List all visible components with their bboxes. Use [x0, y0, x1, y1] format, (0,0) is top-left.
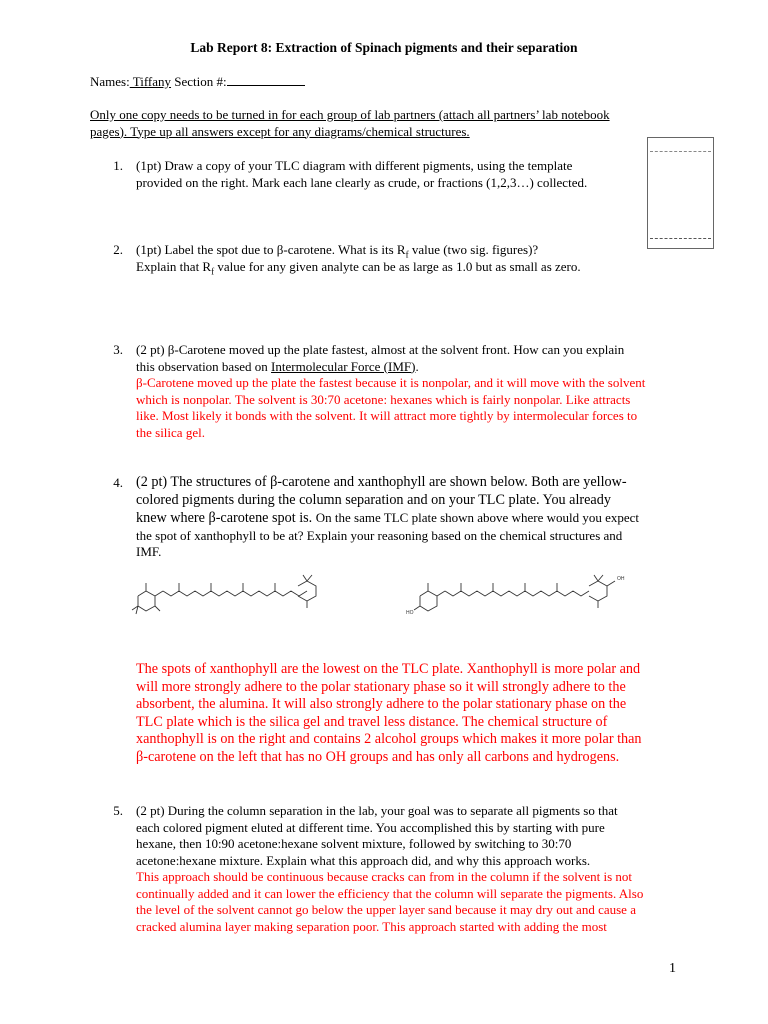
q5-line-3: hexane, then 10:90 acetone:hexane solvent mixture, followed by switching to 30:70	[136, 836, 572, 851]
q5-answer-line-4: cracked alumina layer making separation poor. This approach started with adding the most	[136, 918, 607, 934]
q2-number: 2.	[113, 242, 123, 257]
q1-line-1: (1pt) Draw a copy of your TLC diagram with different pigments, using the template	[136, 158, 573, 173]
q4-answer-line-3: absorbent, the alumina. It will also strongly adhere to the polar stationary phase on the	[136, 696, 627, 713]
q3-answer-line-4: the silica gel.	[136, 424, 205, 440]
tlc-origin-line	[650, 238, 711, 239]
q2-line-1-text: (1pt) Label the spot due to β-carotene. What is its R	[136, 242, 406, 257]
q3-imf-term: Intermolecular Force (IMF)	[271, 358, 416, 374]
q4-line-3-text: knew where β-carotene spot is.	[136, 510, 316, 526]
q2-line-2-text: Explain that R	[136, 258, 212, 274]
xanthophyll-oh-label-right: OH	[617, 576, 625, 582]
q3-number: 3.	[113, 342, 123, 357]
q3-answer-line-1: β-Carotene moved up the plate the fastest because it is nonpolar, and it will move with the solvent	[136, 375, 646, 390]
q4-number: 4.	[113, 475, 123, 490]
xanthophyll-structure	[402, 572, 642, 618]
q4-line-3	[136, 510, 639, 527]
q4-line-5: IMF.	[136, 544, 162, 559]
q3-answer-line-3: like. Most likely it bonds with the solvent. It will attract more tightly by intermolecular forces to	[136, 408, 638, 423]
page-title: Lab Report 8: Extraction of Spinach pigments and their separation	[190, 40, 578, 55]
q5-line-4: acetone:hexane mixture. Explain what this approach did, and why this approach works.	[136, 852, 591, 868]
names-value: Tiffany	[129, 74, 172, 89]
section-blank	[227, 73, 305, 86]
instructions-line-2: pages). Type up all answers except for any diagrams/chemical structures.	[90, 123, 470, 139]
names-label: Names:	[90, 74, 130, 89]
q1-number: 1.	[113, 158, 123, 173]
q5-answer-line-1: This approach should be continuous because cracks can from in the column if the solvent is not	[136, 869, 633, 884]
q3-line-1: (2 pt) β-Carotene moved up the plate fastest, almost at the solvent front. How can you explain	[136, 342, 625, 357]
q5-line-2: each colored pigment eluted at different time. You accomplished this by starting with pure	[136, 819, 605, 835]
q5-answer-line-3: the level of the solvent cannot go below the upper layer sand because it may dry out and cause a	[136, 902, 636, 917]
q5-answer-line-2: continually added and it can lower the efficiency that the column will separate the pigments. Also	[136, 885, 644, 901]
q3-line-2-end: .	[415, 358, 419, 374]
q4-answer-line-1: The spots of xanthophyll are the lowest on the TLC plate. Xanthophyll is more polar and	[136, 661, 641, 677]
q5-line-1: (2 pt) During the column separation in the lab, your goal was to separate all pigments so that	[136, 803, 618, 818]
instructions-line-1: Only one copy needs to be turned in for each group of lab partners (attach all partners’ lab notebook	[90, 107, 610, 122]
q4-line-4: the spot of xanthophyll to be at? Explain your reasoning based on the chemical structures and	[136, 527, 623, 543]
tlc-solvent-front-line	[650, 151, 711, 152]
q4-answer-line-6: β-carotene on the left that has no OH groups and has only all carbons and hydrogens.	[136, 749, 620, 765]
q3-line-2-text: this observation based on	[136, 358, 272, 374]
q2-line-2-text-end: value for any given analyte can be as large as 1.0 but as small as zero.	[214, 258, 581, 274]
q2-rf-subscript-2: f	[211, 266, 215, 277]
tlc-plate-template	[647, 137, 714, 249]
q4-answer-line-4: TLC plate which is the silica gel and travel less distance. The chemical structure of	[136, 713, 608, 730]
names-line	[90, 73, 305, 91]
xanthophyll-oh-label-left: HO	[406, 610, 414, 616]
q4-answer-line-5: xanthophyll is on the right and contains 2 alcohol groups which makes it more polar than	[136, 731, 642, 748]
q4-line-3-text-end: On the same TLC plate shown above where would you expect	[315, 510, 640, 525]
section-label: Section #:	[171, 74, 227, 89]
q2-line-1-text-end: value (two sig. figures)?	[408, 242, 539, 257]
q3-answer-line-2: which is nonpolar. The solvent is 30:70 acetone: hexanes which is fairly nonpolar. Like attracts	[136, 391, 631, 407]
q1-line-2: provided on the right. Mark each lane clearly as crude, or fractions (1,2,3…) collected.	[136, 174, 588, 190]
q5-number: 5.	[113, 803, 123, 818]
q4-line-2: colored pigments during the column separation and on your TLC plate. You already	[136, 491, 611, 508]
beta-carotene-structure	[128, 572, 328, 618]
q3-line-2	[136, 359, 419, 376]
q4-line-1: (2 pt) The structures of β-carotene and xanthophyll are shown below. Both are yellow-	[136, 474, 627, 490]
q2-line-2	[136, 259, 581, 280]
q2-rf-subscript: f	[405, 249, 409, 260]
q4-answer-line-2: will more strongly adhere to the polar stationary phase so it will strongly adhere to the	[136, 678, 626, 695]
page-number: 1	[669, 961, 676, 976]
